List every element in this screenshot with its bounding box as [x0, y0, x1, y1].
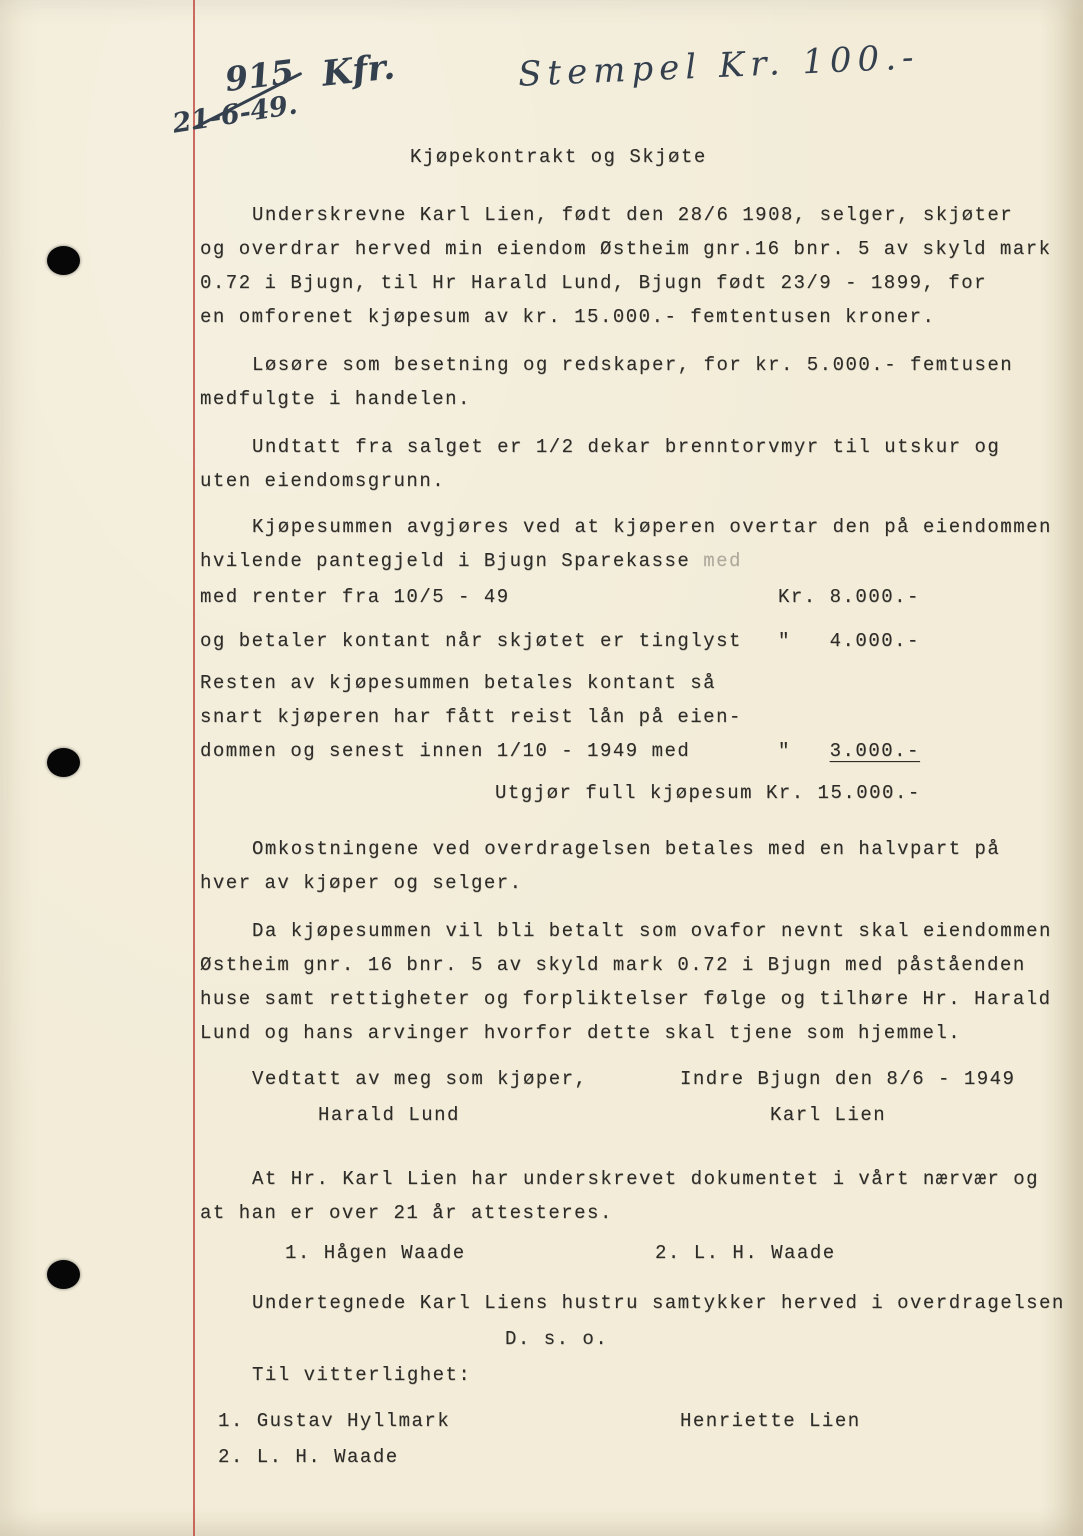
text-line: at han er over 21 år attesteres.	[200, 1202, 613, 1224]
signature-row	[200, 1098, 1066, 1132]
document-body	[200, 140, 1066, 1474]
text-line: og overdrar herved min eiendom Østheim gnr.16 bnr. 5 av skyld mark	[200, 238, 1052, 260]
text-line: Kjøpesummen avgjøres ved at kjøperen overtar den på eiendommen	[252, 516, 1052, 538]
text-line: Lund og hans arvinger hvorfor dette skal tjene som hjemmel.	[200, 1022, 962, 1044]
witness-row-2	[200, 1404, 1066, 1438]
punch-hole-top	[47, 246, 80, 275]
witness-1: 1. Hågen Waade	[285, 1242, 466, 1264]
amount-value-underlined: 3.000.-	[829, 740, 920, 762]
witness-2: 2. L. H. Waade	[655, 1242, 836, 1264]
text-segment: hvilende pantegjeld i Bjugn Sparekasse	[200, 550, 704, 572]
ditto-mark: "	[778, 740, 830, 762]
text-line: uten eiendomsgrunn.	[200, 470, 446, 492]
text-line: Løsøre som besetning og redskaper, for kr. 5.000.- femtusen	[252, 354, 1014, 376]
paragraph-losore	[200, 348, 1066, 416]
handwritten-initials: Kfr.	[320, 46, 397, 95]
paragraph-attestation	[200, 1162, 1066, 1230]
payment-amount-1: Kr. 8.000.-	[778, 586, 920, 608]
paragraph-intro	[200, 198, 1066, 334]
punch-hole-bottom	[47, 1260, 80, 1289]
handwritten-journal-number: 915	[222, 51, 297, 100]
payment-amount-2: " 4.000.-	[778, 630, 920, 652]
acceptance-text: Vedtatt av meg som kjøper,	[252, 1068, 588, 1090]
text-line: Østheim gnr. 16 bnr. 5 av skyld mark 0.72 i Bjugn med påståenden	[200, 954, 1026, 976]
faded-word: med	[703, 550, 742, 572]
document-title: Kjøpekontrakt og Skjøte	[410, 146, 707, 168]
text-line: Underskrevne Karl Lien, født den 28/6 1908, selger, skjøter	[252, 204, 1014, 226]
text-line: At Hr. Karl Lien har underskrevet dokumentet i vårt nærvær og	[252, 1168, 1040, 1190]
paragraph-transfer	[200, 914, 1066, 1050]
total-sum-line: Utgjør full kjøpesum Kr. 15.000.-	[495, 782, 921, 804]
text-line: en omforenet kjøpesum av kr. 15.000.- femtentusen kroner.	[200, 306, 936, 328]
text-line: dommen og senest innen 1/10 - 1949 med	[200, 740, 691, 762]
seller-signature: Karl Lien	[770, 1104, 887, 1126]
spouse-signature: Henriette Lien	[680, 1410, 861, 1432]
text-line: Da kjøpesummen vil bli betalt som ovafor nevnt skal eiendommen	[252, 920, 1052, 942]
paragraph-payment-intro	[200, 510, 1066, 578]
text-line: Undtatt fra salget er 1/2 dekar brenntorvmyr til utskur og	[252, 436, 1001, 458]
punch-hole-middle	[47, 748, 80, 777]
payment-text: med renter fra 10/5 - 49	[200, 586, 510, 608]
place-date-text: Indre Bjugn den 8/6 - 1949	[680, 1068, 1016, 1090]
paragraph-remainder-lines	[200, 666, 1066, 768]
text-line: Omkostningene ved overdragelsen betales med en halvpart på	[252, 838, 1001, 860]
acceptance-row	[200, 1062, 1066, 1096]
text-line: huse samt rettigheter og forpliktelser følge og tilhøre Hr. Harald	[200, 988, 1052, 1010]
ditto-line: D. s. o.	[505, 1328, 609, 1350]
text-line: snart kjøperen har fått reist lån på eien-	[200, 706, 742, 728]
payment-text: og betaler kontant når skjøtet er tinglyst	[200, 630, 742, 652]
witness-3: 1. Gustav Hyllmark	[218, 1410, 451, 1432]
text-line: Resten av kjøpesummen betales kontant så	[200, 672, 717, 694]
text-line: 0.72 i Bjugn, til Hr Harald Lund, Bjugn født 23/9 - 1899, for	[200, 272, 988, 294]
handwritten-journal-date: 21-6-49.	[170, 89, 300, 140]
handwritten-stamp-note: Stempel Kr. 100.-	[517, 37, 921, 95]
payment-line-interest	[200, 580, 1066, 614]
text-line: Undertegnede Karl Liens hustru samtykker herved i overdragelsen	[252, 1292, 1065, 1314]
payment-amount-3	[778, 734, 920, 768]
paragraph-spouse-consent	[200, 1286, 1066, 1320]
payment-line-cash	[200, 624, 1066, 658]
witness-4: 2. L. H. Waade	[218, 1446, 399, 1468]
red-margin-rule	[193, 0, 195, 1536]
text-line: medfulgte i handelen.	[200, 388, 471, 410]
buyer-signature: Harald Lund	[318, 1104, 460, 1126]
payment-line-remainder	[200, 666, 1066, 768]
witness-row-1	[200, 1236, 1066, 1270]
text-line	[200, 544, 1066, 578]
paragraph-costs	[200, 832, 1066, 900]
paragraph-undtatt	[200, 430, 1066, 498]
text-line: hver av kjøper og selger.	[200, 872, 523, 894]
witness-heading: Til vitterlighet:	[252, 1364, 472, 1386]
